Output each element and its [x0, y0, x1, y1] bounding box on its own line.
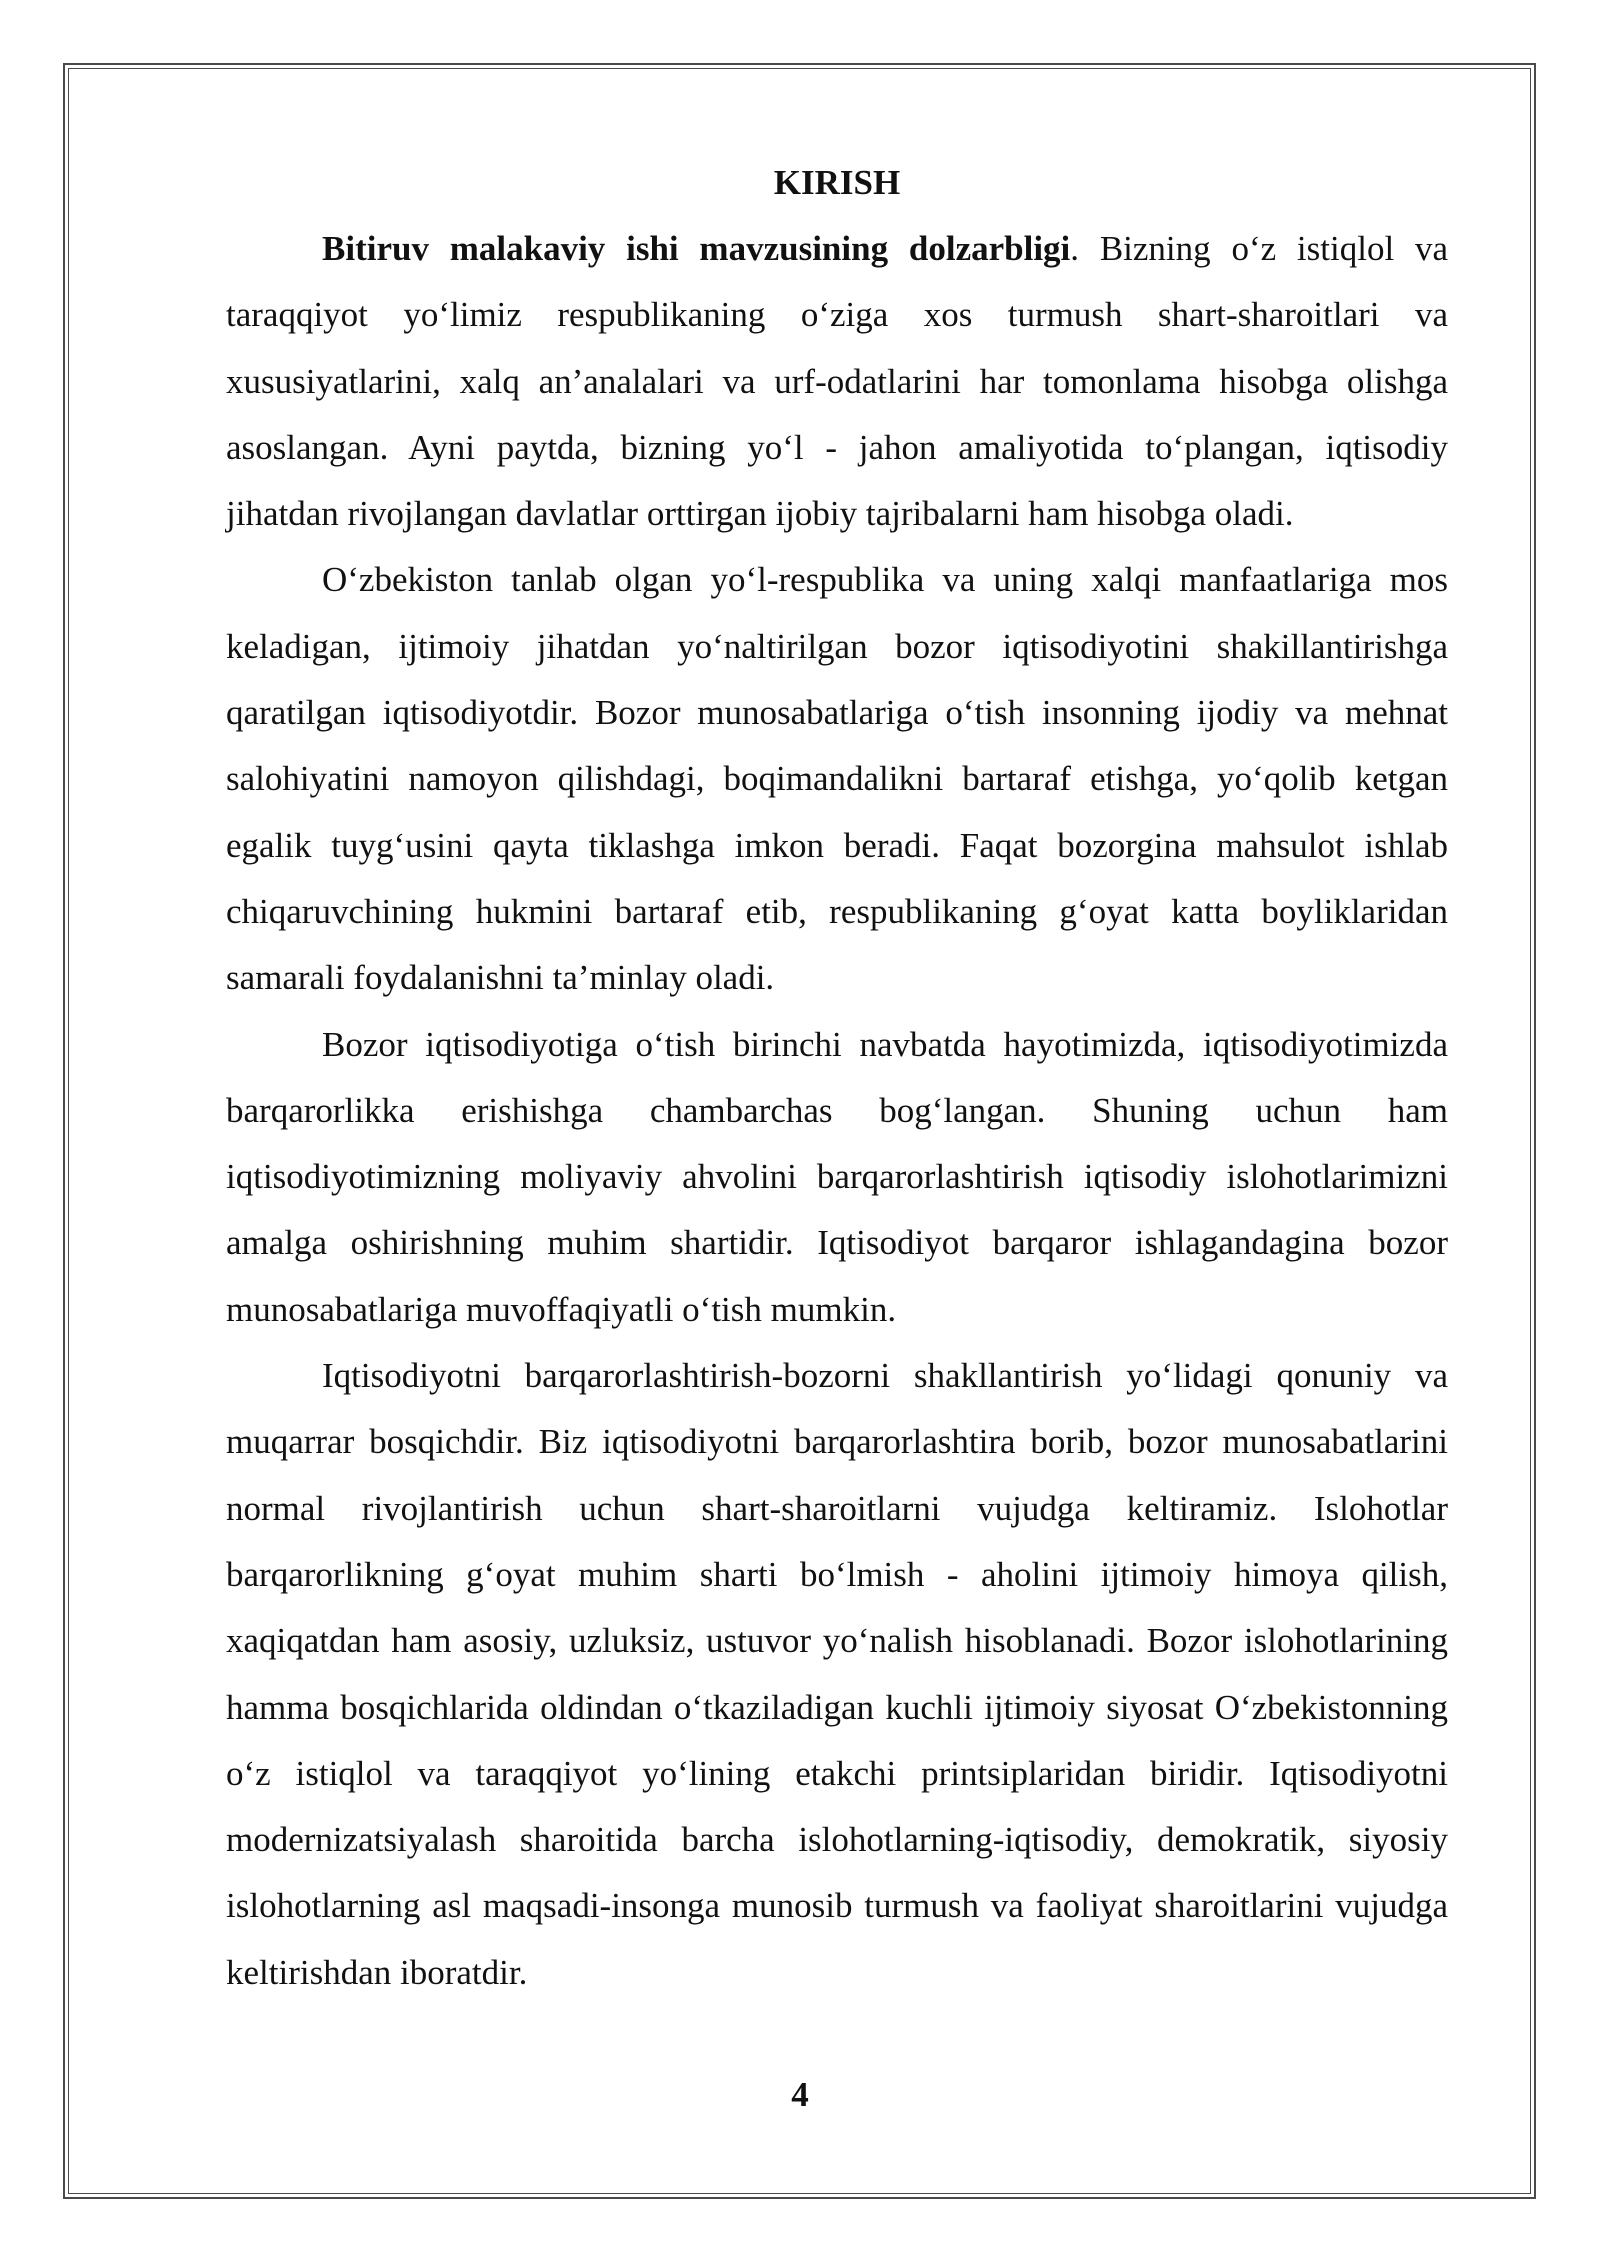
paragraph-text: Iqtisodiyotni barqarorlashtirish-bozorni shakllantirish yo‘lidagi qonuniy va muqarrar bosqichdir. Biz iqtisodiyotni barqarorlashtira borib, bozor munosabatlarini normal rivojlantirish uchun shart-sharoitlarni vujudga keltiramiz. Islohotlar barqarorlikning g‘oyat muhim sharti bo‘lmish - aholini ijtimoiy himoya qilish, xaqiqatdan ham asosiy, uzluksiz, ustuvor yo‘nalish hisoblanadi. Bozor islohotlarining hamma bosqichlarida oldindan o‘tkaziladigan kuchli ijtimoiy siyosat O‘zbekistonning o‘z istiqlol va taraqqiyot yo‘lining etakchi printsiplaridan biridir. Iqtisodiyotni modernizatsiyalash sharoitida barcha islohotlarning-iqtisodiy, demokratik, siyosiy islohotlarning asl maqsadi-insonga munosib turmush va faoliyat sharoitlarini vujudga keltirishdan iboratdir. — [226, 1356, 1448, 1992]
document-body — [226, 150, 1448, 2006]
paragraph-text: . Bizning o‘z istiqlol va taraqqiyot yo‘limiz respublikaning o‘ziga xos turmush shart-sharoitlari va xususiyatlarini, xalq an’analalari va urf-odatlarini har tomonlama hisobga olishga asoslangan. Ayni paytda, bizning yo‘l - jahon amaliyotida to‘plangan, iqtisodiy jihatdan rivojlangan davlatlar orttirgan ijobiy tajribalarni ham hisobga oladi. — [226, 229, 1448, 534]
paragraph-lead: Bitiruv malakaviy ishi mavzusining dolzarbligi — [322, 229, 1071, 268]
paragraph-text: Bozor iqtisodiyotiga o‘tish birinchi navbatda hayotimizda, iqtisodiyotimizda barqarorlikka erishishga chambarchas bog‘langan. Shuning uchun ham iqtisodiyotimizning moliyaviy ahvolini barqarorlashtirish iqtisodiy islohotlarimizni amalga oshirishning muhim shartidir. Iqtisodiyot barqaror ishlagandagina bozor munosabatlariga muvoffaqiyatli o‘tish mumkin. — [226, 1024, 1448, 1329]
paragraph-text: O‘zbekiston tanlab olgan yo‘l-respublika va uning xalqi manfaatlariga mos keladigan, ijtimoiy jihatdan yo‘naltirilgan bozor iqtisodiyotini shakillantirishga qaratilgan iqtisodiyotdir. Bozor munosabatlariga o‘tish insonning ijodiy va mehnat salohiyatini namoyon qilishdagi, boqimandalikni bartaraf etishga, yo‘qolib ketgan egalik tuyg‘usini qayta tiklashga imkon beradi. Faqat bozorgina mahsulot ishlab chiqaruvchining hukmini bartaraf etib, respublikaning g‘oyat katta boyliklaridan samarali foydalanishni ta’minlay oladi. — [226, 560, 1448, 998]
paragraph-3 — [226, 1012, 1448, 1343]
paragraph-2 — [226, 547, 1448, 1011]
paragraph-1 — [226, 216, 1448, 547]
paragraph-4 — [226, 1343, 1448, 2006]
section-heading: KIRISH — [773, 163, 901, 202]
page-number: 4 — [791, 2075, 809, 2114]
